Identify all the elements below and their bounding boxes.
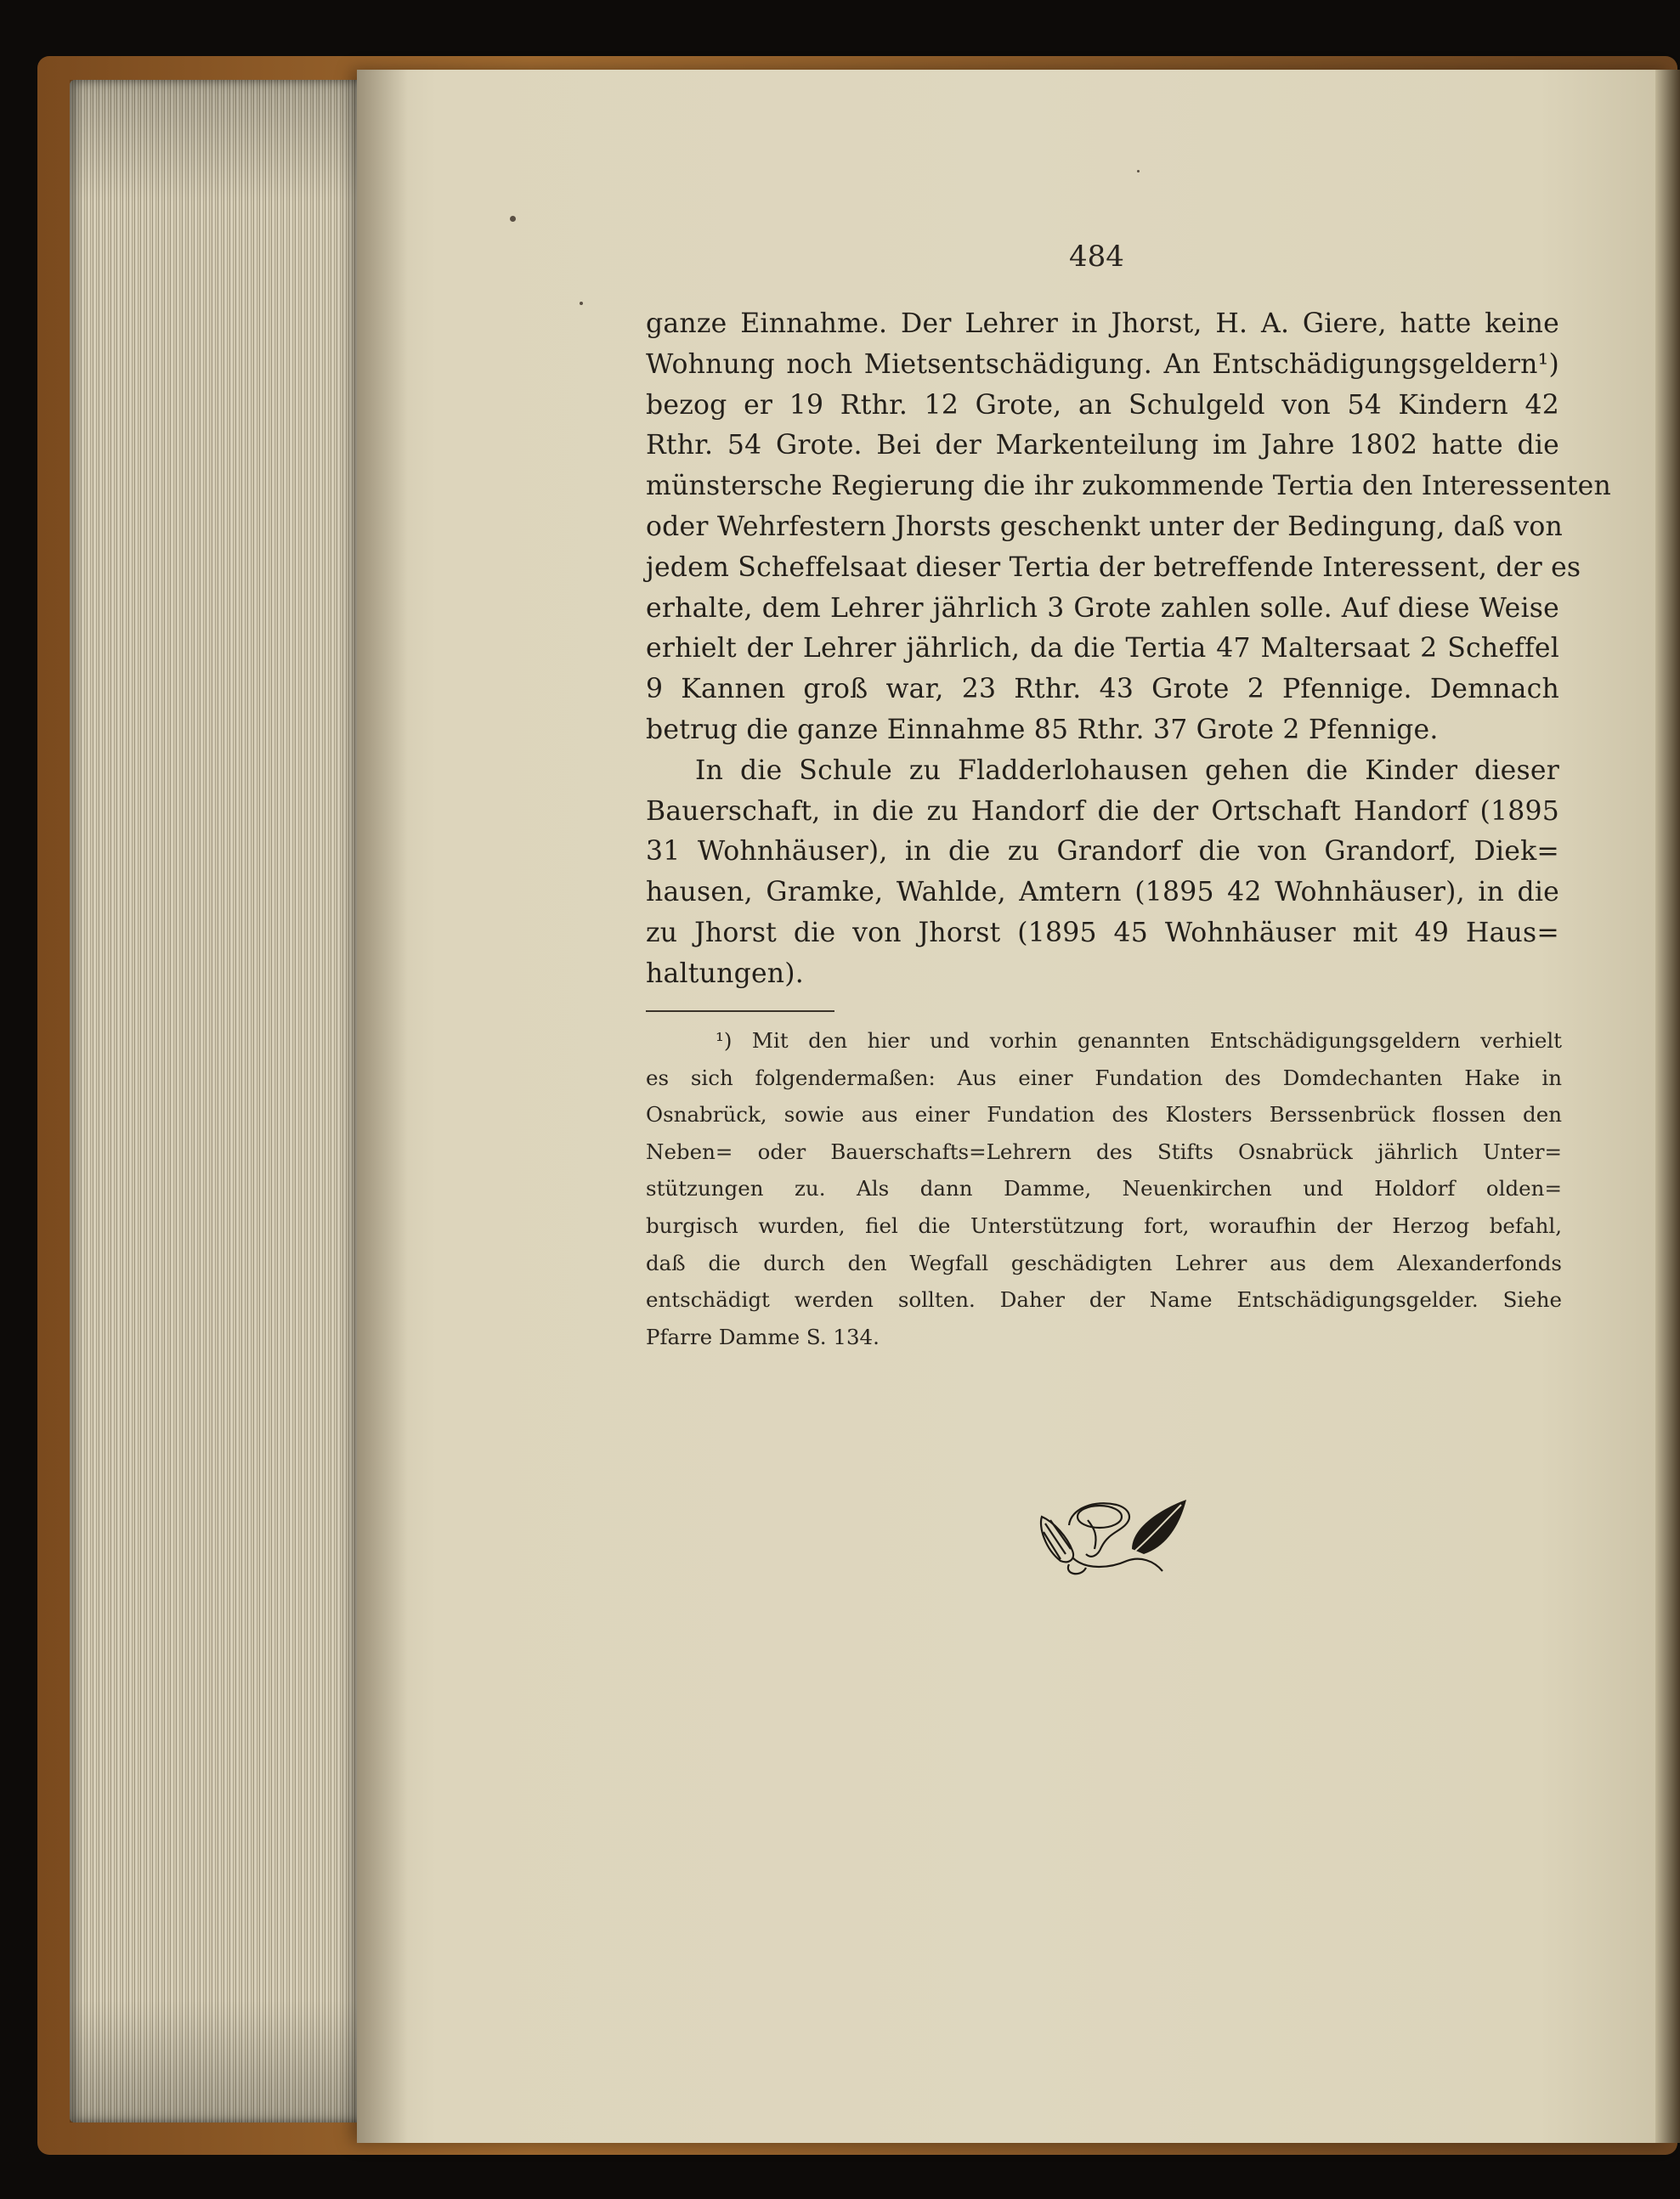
footnote-separator	[646, 1010, 834, 1012]
paper-speck	[1137, 170, 1140, 172]
text-line: 9 Kannen groß war, 23 Rthr. 43 Grote 2 Pfennige. Demnach	[646, 674, 1559, 705]
text-line: Rthr. 54 Grote. Bei der Markenteilung im Jahre 1802 hatte die	[646, 430, 1559, 461]
footnote-line: Neben= oder Bauerschafts=Lehrern des Stifts Osnabrück jährlich Unter=	[646, 1139, 1562, 1164]
text-line: hausen, Gramke, Wahlde, Amtern (1895 42 Wohnhäuser), in die	[646, 877, 1559, 908]
text-line: In die Schule zu Fladderlohausen gehen die Kinder dieser	[695, 755, 1559, 786]
page-fore-edge-shading	[70, 80, 367, 2123]
text-line: münstersche Regierung die ihr zukommende Tertia den Interessenten	[646, 471, 1611, 502]
text-line: haltungen).	[646, 958, 804, 989]
text-line: Wohnung noch Mietsentschädigung. An Entschädigungsgeldern¹)	[646, 348, 1559, 380]
footnote-line: Pfarre Damme S. 134.	[646, 1324, 880, 1349]
paper-speck	[510, 216, 516, 222]
footnote-line: es sich folgendermaßen: Aus einer Fundation des Domdechanten Hake in	[646, 1065, 1562, 1090]
text-line: erhalte, dem Lehrer jährlich 3 Grote zahlen solle. Auf diese Weise	[646, 592, 1559, 624]
text-line: ganze Einnahme. Der Lehrer in Jhorst, H. A. Giere, hatte keine	[646, 308, 1559, 339]
footnote-line: Osnabrück, sowie aus einer Fundation des Klosters Berssenbrück flossen den	[646, 1102, 1562, 1128]
page-right-edge	[1655, 70, 1680, 2143]
text-line: oder Wehrfestern Jhorsts geschenkt unter der Bedingung, daß von	[646, 511, 1564, 542]
morning-glory-flower-ornament-icon	[1035, 1483, 1196, 1585]
main-text	[646, 304, 1611, 995]
footnote-line: burgisch wurden, fiel die Unterstützung fort, woraufhin der Herzog befahl,	[646, 1213, 1562, 1238]
text-line: Bauerschaft, in die zu Handorf die der Ortschaft Handorf (1895	[646, 795, 1559, 827]
page-number: 484	[1069, 240, 1124, 274]
text-line: 31 Wohnhäuser), in die zu Grandorf die von Grandorf, Diek=	[646, 836, 1559, 868]
paper-speck	[580, 302, 583, 305]
footnote-line: daß die durch den Wegfall geschädigten Lehrer aus dem Alexanderfonds	[646, 1250, 1562, 1275]
footnote-line: ¹) Mit den hier und vorhin genannten Entschädigungsgeldern verhielt	[716, 1028, 1562, 1053]
footnote-line: stützungen zu. Als dann Damme, Neuenkirchen und Holdorf olden=	[646, 1176, 1562, 1201]
text-line: jedem Scheffelsaat dieser Tertia der betreffende Interessent, der es	[646, 551, 1581, 583]
footnote-line: entschädigt werden sollten. Daher der Name Entschädigungsgelder. Siehe	[646, 1287, 1562, 1313]
text-line: erhielt der Lehrer jährlich, da die Tertia 47 Maltersaat 2 Scheffel	[646, 633, 1559, 664]
footnote	[646, 1022, 1562, 1355]
text-line: zu Jhorst die von Jhorst (1895 45 Wohnhäuser mit 49 Haus=	[646, 917, 1559, 948]
gutter-shadow	[357, 70, 408, 2143]
text-line: bezog er 19 Rthr. 12 Grote, an Schulgeld von 54 Kindern 42	[646, 389, 1559, 421]
text-line: betrug die ganze Einnahme 85 Rthr. 37 Grote 2 Pfennige.	[646, 714, 1439, 745]
